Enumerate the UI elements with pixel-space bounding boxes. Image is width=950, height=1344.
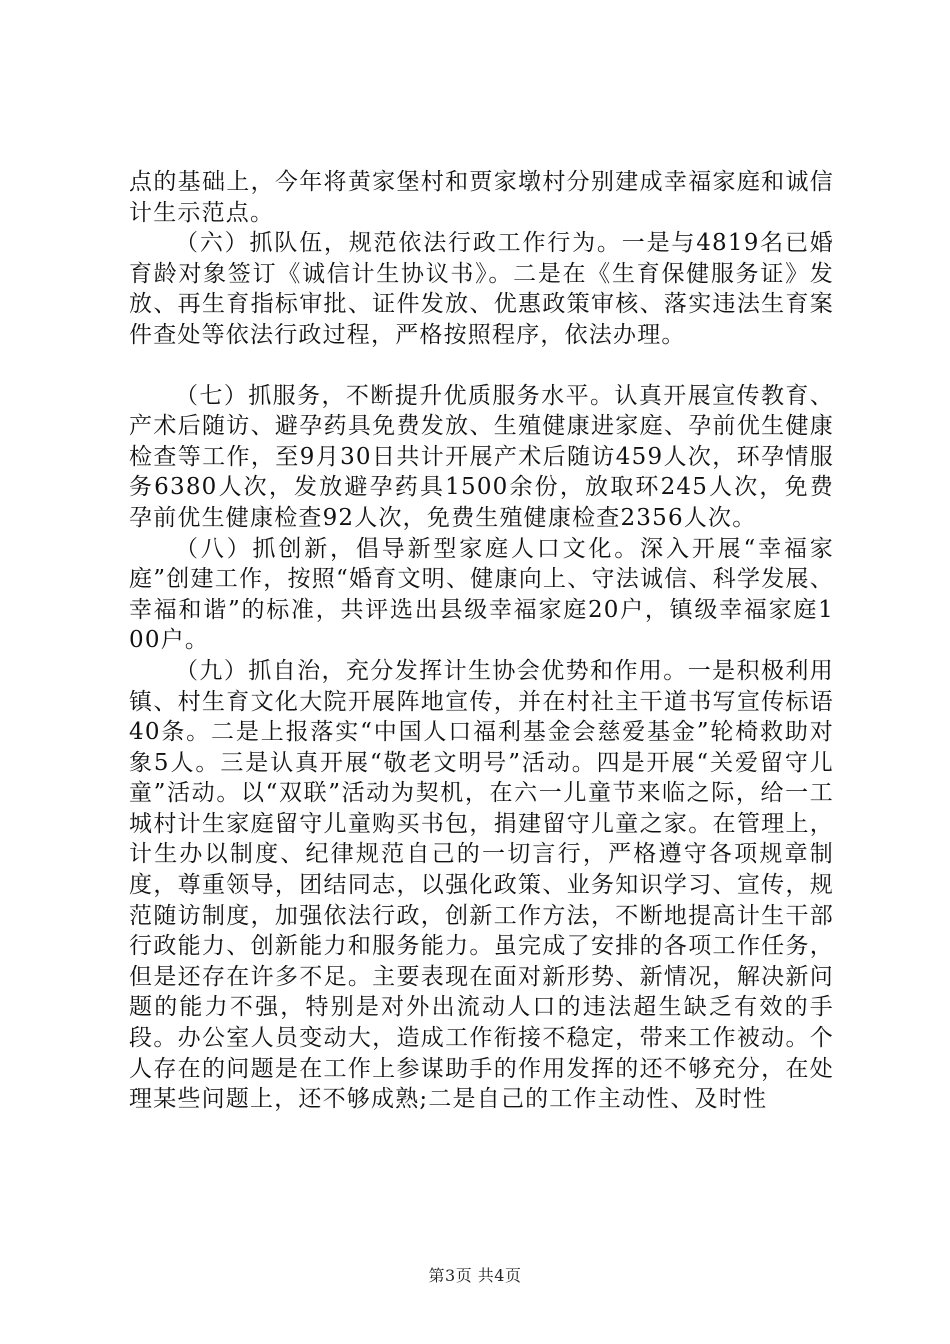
paragraph-section-7: （七）抓服务，不断提升优质服务水平。认真开展宣传教育、产术后随访、避孕药具免费发放、生殖健康进家庭、孕前优生健康检查等工作，至9月30日共计开展产术后随访459人次，环孕情服务6380人次，发放避孕药具1500余份，放取环245人次，免费孕前优生健康检查92人次，免费生殖健康检查2356人次。 (129, 382, 834, 531)
paragraph-section-6: （六）抓队伍，规范依法行政工作行为。一是与4819名已婚育龄对象签订《诚信计生协议书》。二是在《生育保健服务证》发放、再生育指标审批、证件发放、优惠政策审核、落实违法生育案件查处等依法行政过程，严格按照程序，依法办理。 (129, 230, 834, 348)
paragraph-section-8: （八）抓创新，倡导新型家庭人口文化。深入开展“幸福家庭”创建工作，按照“婚育文明、健康向上、守法诚信、科学发展、幸福和谐”的标准，共评选出县级幸福家庭20户，镇级幸福家庭100户。 (129, 535, 834, 654)
page-number-footer: 第3页 共4页 (428, 1266, 522, 1285)
paragraph-section-9: （九）抓自治，充分发挥计生协会优势和作用。一是积极利用镇、村生育文化大院开展阵地宣传，并在村社主干道书写宣传标语40条。二是上报落实“中国人口福利基金会慈爱基金”轮椅救助对象5人。三是认真开展“敬老文明号”活动。四是开展“关爱留守儿童”活动。以“双联”活动为契机，在六一儿童节来临之际，给一工城村计生家庭留守儿童购买书包，捐建留守儿童之家。在管理上，计生办以制度、纪律规范自己的一切言行，严格遵守各项规章制度，尊重领导，团结同志，以强化政策、业务知识学习、宣传，规范随访制度，加强依法行政，创新工作方法，不断地提高计生干部行政能力、创新能力和服务能力。虽完成了安排的各项工作任务，但是还存在许多不足。主要表现在面对新形势、新情况，解决新问题的能力不强，特别是对外出流动人口的违法超生缺乏有效的手段。办公室人员变动大，造成工作衔接不稳定，带来工作被动。个人存在的问题是在工作上参谋助手的作用发挥的还不够充分，在处理某些问题上，还不够成熟;二是自己的工作主动性、及时性 (129, 657, 834, 1113)
paragraph-continuation: 点的基础上，今年将黄家堡村和贾家墩村分别建成幸福家庭和诚信计生示范点。 (129, 169, 834, 226)
document-body (129, 167, 834, 1115)
